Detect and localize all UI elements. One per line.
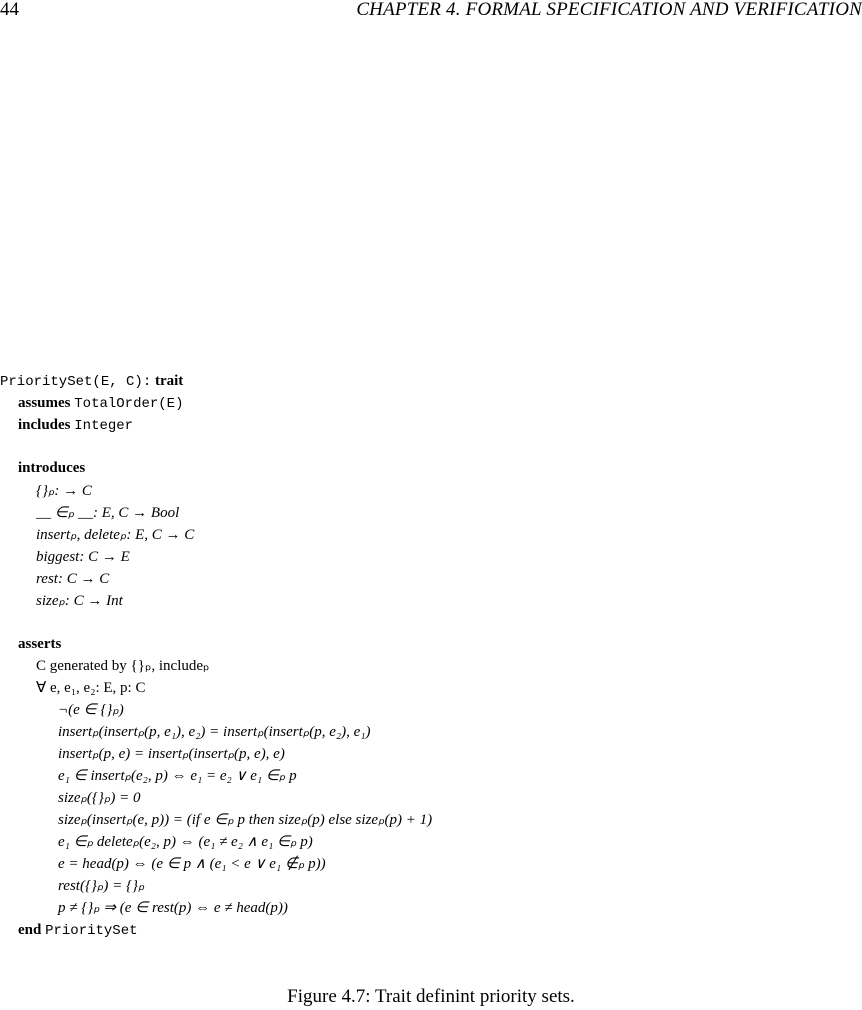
end-line bbox=[18, 921, 138, 940]
equation-4: e₁ ∈ insertₚ(e₂, p) ⇔ e₁ = e₂ ∨ e₁ ∈ₚ p bbox=[58, 768, 297, 784]
equation-9: rest({}ₚ) = {}ₚ bbox=[58, 878, 145, 894]
signature-biggest: biggest: C → E bbox=[36, 549, 130, 565]
equation-10: p ≠ {}ₚ ⇒ (e ∈ rest(p) ⇔ e ≠ head(p)) bbox=[58, 900, 288, 916]
equation-8: e = head(p) ⇔ (e ∈ p ∧ (e₁ < e ∨ e₁ ∉ₚ p)) bbox=[58, 856, 326, 872]
includes-value: Integer bbox=[74, 418, 134, 434]
trait-keyword: trait bbox=[154, 373, 184, 389]
assumes-keyword: assumes bbox=[18, 395, 71, 411]
equation-6: sizeₚ(insertₚ(e, p)) = (if e ∈ₚ p then sizeₚ(p) else sizeₚ(p) + 1) bbox=[58, 812, 433, 828]
equation-2: insertₚ(insertₚ(p, e₁), e₂) = insertₚ(insertₚ(p, e₂), e₁) bbox=[58, 724, 371, 740]
equation-3: insertₚ(p, e) = insertₚ(insertₚ(p, e), e) bbox=[58, 746, 285, 762]
signature-rest: rest: C → C bbox=[36, 571, 110, 587]
signature-size: sizeₚ: C → Int bbox=[36, 593, 123, 609]
quantifier-line: ∀ e, e₁, e₂: E, p: C bbox=[36, 680, 146, 696]
equation-7: e₁ ∈ₚ deleteₚ(e₂, p) ⇔ (e₁ ≠ e₂ ∧ e₁ ∈ₚ p) bbox=[58, 834, 313, 850]
includes-line bbox=[18, 416, 133, 435]
includes-keyword: includes bbox=[18, 417, 71, 433]
asserts-keyword: asserts bbox=[18, 636, 62, 652]
assumes-value: TotalOrder(E) bbox=[74, 396, 184, 412]
trait-header-line bbox=[0, 372, 183, 391]
chapter-title: CHAPTER 4. FORMAL SPECIFICATION AND VERIFICATION bbox=[356, 0, 862, 20]
generated-by-clause: C generated by {}ₚ, includeₚ bbox=[36, 658, 210, 674]
signature-empty: {}ₚ: → C bbox=[36, 483, 92, 499]
end-name: PrioritySet bbox=[45, 923, 138, 939]
assumes-line bbox=[18, 394, 183, 413]
running-header bbox=[0, 0, 862, 24]
introduces-keyword: introduces bbox=[18, 460, 86, 476]
signature-member: __ ∈ₚ __: E, C → Bool bbox=[36, 505, 180, 521]
equation-1: ¬(e ∈ {}ₚ) bbox=[58, 702, 124, 718]
trait-name: PrioritySet(E, C): bbox=[0, 374, 152, 390]
page-number: 44 bbox=[0, 0, 19, 20]
equation-5: sizeₚ({}ₚ) = 0 bbox=[58, 790, 141, 806]
end-keyword: end bbox=[18, 922, 42, 938]
signature-insert-delete: insertₚ, deleteₚ: E, C → C bbox=[36, 527, 195, 543]
figure-caption: Figure 4.7: Trait definint priority sets. bbox=[287, 986, 575, 1007]
